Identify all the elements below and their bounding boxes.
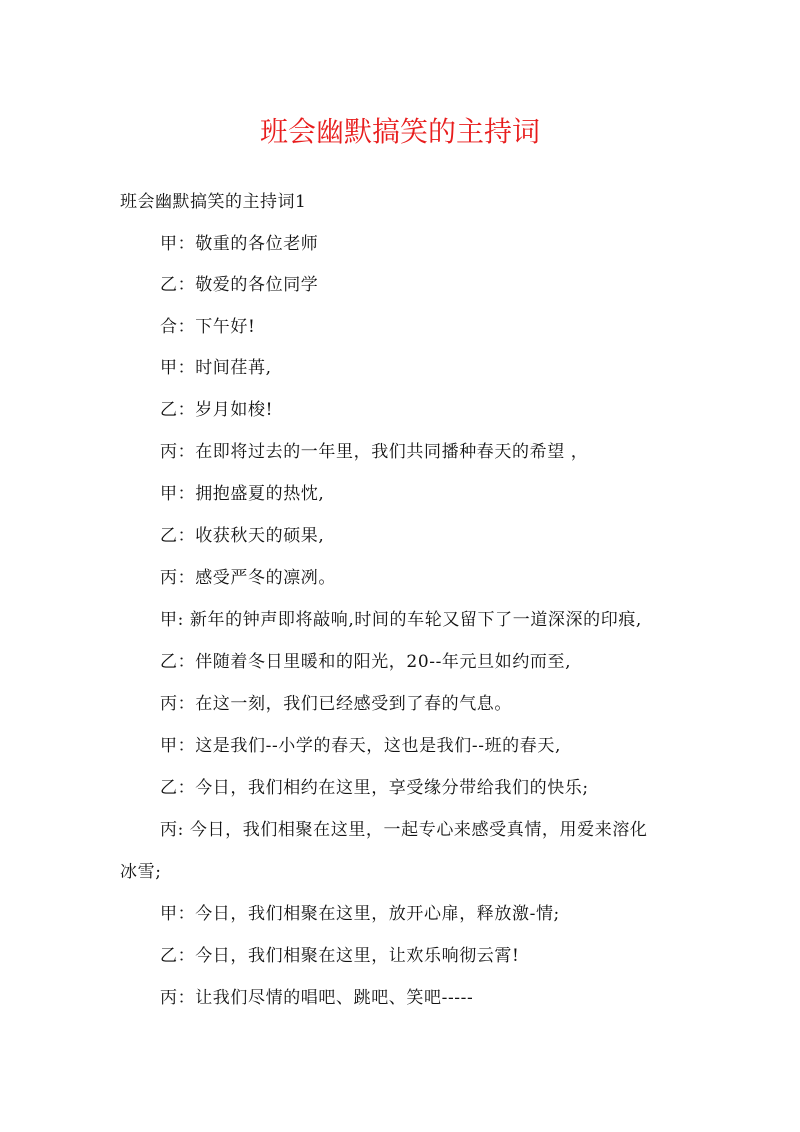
script-line: 甲: 新年的钟声即将敲响,时间的车轮又留下了一道深深的印痕, (160, 610, 642, 630)
script-line: 甲：敬重的各位老师 (160, 234, 319, 254)
document-title: 班会幽默搞笑的主持词 (259, 115, 540, 148)
script-line: 丙：在即将过去的一年里，我们共同播种春天的希望 ， (160, 442, 589, 462)
script-line: 甲：拥抱盛夏的热忱, (160, 484, 325, 504)
script-line: 乙：收获秋天的硕果, (160, 526, 325, 546)
script-line-continuation: 冰雪; (120, 862, 162, 882)
script-line: 乙：敬爱的各位同学 (160, 275, 319, 295)
script-line: 丙：感受严冬的凛冽。 (160, 568, 336, 588)
script-line: 乙：岁月如梭! (160, 400, 274, 420)
script-line: 乙：今日，我们相约在这里，享受缘分带给我们的快乐; (160, 778, 589, 798)
script-line: 甲：今日，我们相聚在这里，放开心扉，释放激-情; (160, 904, 560, 924)
script-line: 甲：时间荏苒, (160, 358, 272, 378)
script-line: 丙：让我们尽情的唱吧、跳吧、笑吧----- (160, 988, 474, 1008)
script-line: 甲：这是我们--小学的春天，这也是我们--班的春天, (160, 736, 561, 756)
script-line: 乙：今日，我们相聚在这里，让欢乐响彻云霄! (160, 946, 520, 966)
script-line: 合：下午好! (160, 317, 256, 337)
script-line: 丙：在这一刻，我们已经感受到了春的气息。 (160, 694, 512, 714)
script-line: 乙：伴随着冬日里暖和的阳光，20--年元旦如约而至, (160, 652, 572, 672)
section-heading: 班会幽默搞笑的主持词1 (120, 192, 307, 212)
script-line: 丙: 今日，我们相聚在这里，一起专心来感受真情，用爱来溶化 (160, 820, 648, 840)
